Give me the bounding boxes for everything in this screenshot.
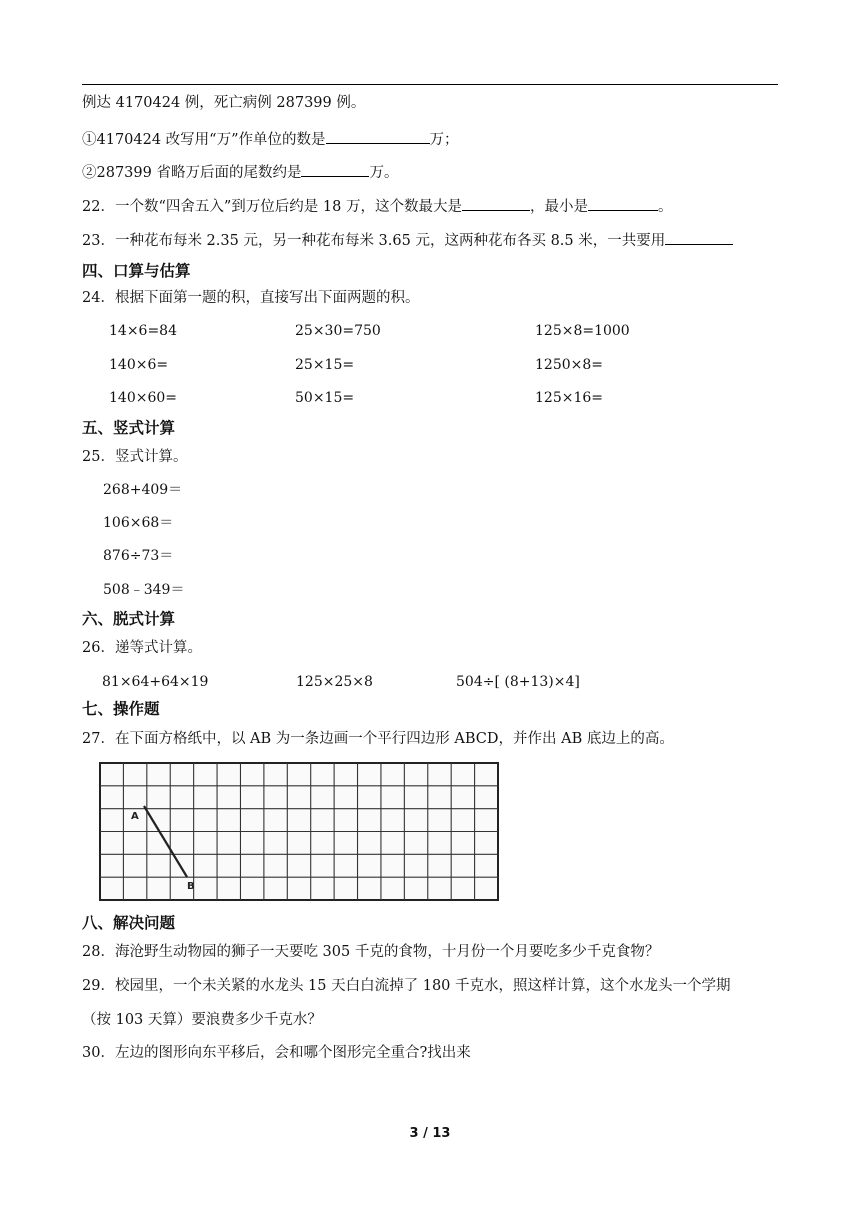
page-number: 3 / 13 bbox=[409, 1126, 451, 1141]
section-7-title: 七、操作题 bbox=[82, 700, 160, 718]
q24-cell: 25×15= bbox=[295, 357, 355, 373]
continuation-text: 例达 4170424 例，死亡病例 287399 例。 bbox=[82, 95, 366, 111]
section-4-title: 四、口算与估算 bbox=[82, 262, 191, 280]
q25-item: 268+409＝ bbox=[103, 482, 183, 498]
q23 bbox=[82, 230, 733, 251]
section-6-title: 六、脱式计算 bbox=[82, 610, 176, 628]
q23-blank[interactable] bbox=[665, 230, 733, 245]
point-a-label: A bbox=[131, 811, 139, 822]
q22-blank-min[interactable] bbox=[588, 196, 658, 211]
q22-tail: 。 bbox=[657, 199, 673, 215]
q21-blank-1[interactable] bbox=[326, 129, 430, 144]
q24-text: 24．根据下面第一题的积，直接写出下面两题的积。 bbox=[82, 290, 420, 306]
q23-text: 23．一种花布每米 2.35 元，另一种花布每米 3.65 元，这两种花布各买 8.5 米，一共要用 bbox=[82, 233, 666, 249]
q27-text: 27．在下面方格纸中，以 AB 为一条边画一个平行四边形 ABCD，并作出 AB 底边上的高。 bbox=[82, 731, 674, 747]
grid-paper[interactable] bbox=[99, 762, 501, 903]
q30-text: 30．左边的图形向东平移后，会和哪个图形完全重合?找出来 bbox=[82, 1045, 471, 1061]
q26-item: 81×64+64×19 bbox=[102, 674, 209, 690]
q24-cell: 14×6=84 bbox=[109, 323, 177, 339]
q24-cell: 1250×8= bbox=[535, 357, 603, 373]
header-rule bbox=[82, 84, 778, 85]
q24-cell: 125×8=1000 bbox=[535, 323, 630, 339]
q22-blank-max[interactable] bbox=[462, 196, 530, 211]
q24-cell: 140×60= bbox=[109, 390, 177, 406]
q21-item-1 bbox=[82, 129, 459, 150]
q29-line-2: （按 103 天算）要浪费多少千克水？ bbox=[82, 1012, 322, 1028]
section-5-title: 五、竖式计算 bbox=[82, 419, 176, 437]
section-8-title: 八、解决问题 bbox=[82, 914, 176, 932]
q22 bbox=[82, 196, 672, 217]
q29-line-1: 29．校园里，一个未关紧的水龙头 15 天白白流掉了 180 千克水，照这样计算，这个水龙头一个学期 bbox=[82, 978, 731, 994]
q21-item-2-tail: 万。 bbox=[369, 165, 399, 181]
q26-text: 26．递等式计算。 bbox=[82, 640, 202, 656]
q21-item-1-tail: 万； bbox=[429, 132, 459, 148]
q25-item: 106×68＝ bbox=[103, 515, 174, 531]
q21-item-2 bbox=[82, 162, 398, 183]
q26-item: 504÷[ (8+13)×4] bbox=[456, 674, 580, 690]
q22-mid: ，最小是 bbox=[529, 199, 588, 215]
q24-cell: 125×16= bbox=[535, 390, 603, 406]
q28-text: 28．海沧野生动物园的狮子一天要吃 305 千克的食物，十月份一个月要吃多少千克食物？ bbox=[82, 944, 660, 960]
q24-cell: 140×6= bbox=[109, 357, 169, 373]
q21-item-1-text: ①4170424 改写用“万”作单位的数是 bbox=[82, 132, 326, 148]
point-b-label: B bbox=[187, 881, 195, 892]
q25-text: 25．竖式计算。 bbox=[82, 449, 188, 465]
q21-item-2-text: ②287399 省略万后面的尾数约是 bbox=[82, 165, 302, 181]
q21-blank-2[interactable] bbox=[301, 162, 369, 177]
q25-item: 508﹣349＝ bbox=[103, 582, 185, 598]
q26-item: 125×25×8 bbox=[296, 674, 373, 690]
q24-cell: 25×30=750 bbox=[295, 323, 381, 339]
q22-text: 22．一个数“四舍五入”到万位后约是 18 万，这个数最大是 bbox=[82, 199, 462, 215]
q24-cell: 50×15= bbox=[295, 390, 355, 406]
q25-item: 876÷73＝ bbox=[103, 548, 174, 564]
